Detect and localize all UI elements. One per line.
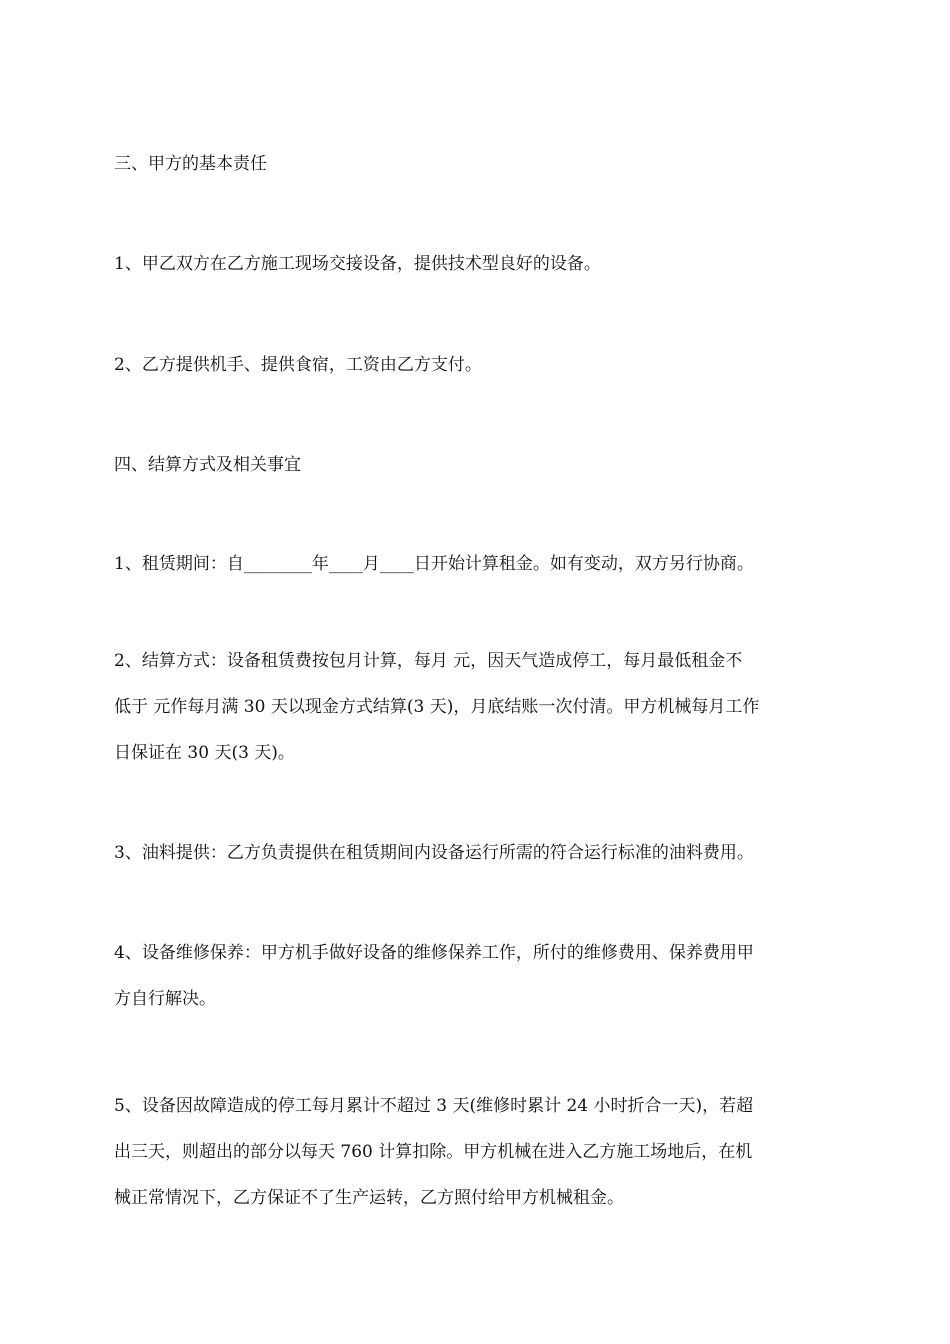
paragraph-4-5 <box>114 1083 844 1221</box>
paragraph-line: 5、设备因故障造成的停工每月累计不超过 3 天(维修时累计 24 小时折合一天)，若超 <box>114 1096 754 1116</box>
paragraph-3-1: 1、甲乙双方在乙方施工现场交接设备，提供技术型良好的设备。 <box>114 254 601 274</box>
paragraph-line: 2、结算方式：设备租赁费按包月计算，每月 元，因天气造成停工，每月最低租金不 <box>114 651 743 671</box>
section-heading-3: 三、甲方的基本责任 <box>114 154 267 174</box>
paragraph-line: 4、设备维修保养：甲方机手做好设备的维修保养工作，所付的维修费用、保养费用甲 <box>114 943 754 963</box>
paragraph-4-1: 1、租赁期间：自________年____月____日开始计算租金。如有变动，双方另行协商。 <box>114 554 754 574</box>
paragraph-4-4 <box>114 930 844 1022</box>
paragraph-line: 械正常情况下，乙方保证不了生产运转，乙方照付给甲方机械租金。 <box>114 1188 624 1208</box>
paragraph-4-2 <box>114 638 844 776</box>
paragraph-line: 方自行解决。 <box>114 989 216 1009</box>
paragraph-line: 日保证在 30 天(3 天)。 <box>114 743 295 763</box>
section-heading-4: 四、结算方式及相关事宜 <box>114 455 301 475</box>
paragraph-4-3: 3、油料提供：乙方负责提供在租赁期间内设备运行所需的符合运行标准的油料费用。 <box>114 843 754 863</box>
paragraph-line: 低于 元作每月满 30 天以现金方式结算(3 天)，月底结账一次付清。甲方机械每月工作 <box>114 697 760 717</box>
paragraph-3-2: 2、乙方提供机手、提供食宿，工资由乙方支付。 <box>114 355 482 375</box>
paragraph-line: 出三天，则超出的部分以每天 760 计算扣除。甲方机械在进入乙方施工场地后，在机 <box>114 1142 753 1162</box>
